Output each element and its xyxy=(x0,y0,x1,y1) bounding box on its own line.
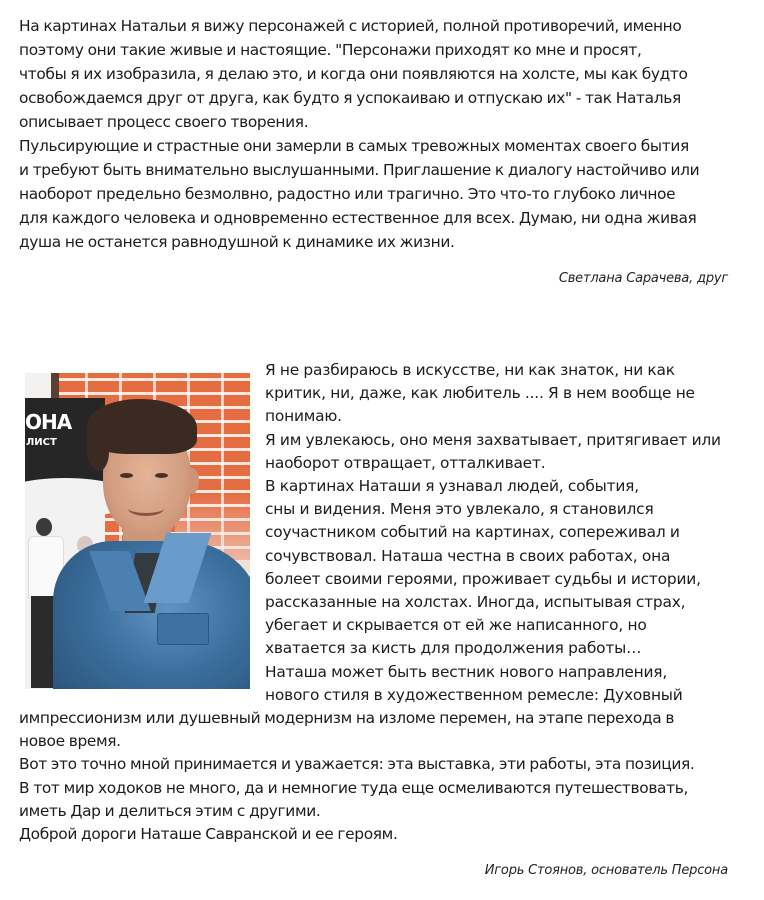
review-1-line: наоборот предельно безмолвно, радостно или трагично. Это что-то глубоко личное xyxy=(19,185,676,203)
poster-title: ОНА xyxy=(25,410,72,434)
review-2-line: импрессионизм или душевный модернизм на изломе перемен, на этапе перехода в xyxy=(19,709,675,727)
review-1-line: На картинах Натальи я вижу персонажей с историей, полной противоречий, именно xyxy=(19,17,682,35)
review-1-text xyxy=(19,14,749,254)
review-2-line: соучастником событий на картинах, сопереживал и xyxy=(265,523,680,542)
review-2-line: Доброй дороги Наташе Савранской и ее героям. xyxy=(19,825,398,844)
smile xyxy=(128,501,164,516)
review-2-line: В картинах Наташи я узнавал людей, события, xyxy=(265,477,639,496)
review-2-text-beside-photo xyxy=(265,359,755,707)
right-eye xyxy=(155,473,168,478)
smiling-man xyxy=(25,373,250,689)
review-2-text-full-width xyxy=(19,707,749,846)
review-2-signature: Игорь Стоянов, основатель Персона xyxy=(484,863,728,878)
poster-subtitle: ЛИСТ xyxy=(26,437,57,448)
review-1-signature: Светлана Сарачева, друг xyxy=(558,271,728,286)
review-2-line: хватается за кисть для продолжения работы… xyxy=(265,639,642,658)
left-eye xyxy=(120,473,133,478)
review-2-line: Наташа может быть вестник нового направления, xyxy=(265,662,668,681)
review-1-line: для каждого человека и одновременно естественное для всех. Думаю, ни одна живая xyxy=(19,209,697,227)
review-1-line: чтобы я их изобразила, я делаю это, и когда они появляются на холсте, мы как будто xyxy=(19,65,688,83)
hair-side xyxy=(87,429,109,471)
review-1-line: поэтому они такие живые и настоящие. "Персонажи приходят ко мне и просят, xyxy=(19,41,642,59)
review-2-line: Вот это точно мной принимается и уважается: эта выставка, эти работы, эта позиция. xyxy=(19,755,695,774)
review-2-line: сочувствовал. Наташа честна в своих работах, она xyxy=(265,546,671,565)
review-2-line: В тот мир ходоков не много, да и немногие туда еще осмеливаются путешествовать, xyxy=(19,778,688,797)
review-1-line: Пульсирующие и страстные они замерли в самых тревожных моментах своего бытия xyxy=(19,137,689,155)
review-2-line: наоборот отвращает, отталкивает. xyxy=(265,453,546,472)
review-2-line: болеет своими героями, проживает судьбы и истории, xyxy=(265,569,701,588)
review-2-line: понимаю. xyxy=(265,407,342,426)
review-2-line: новое время. xyxy=(19,732,121,751)
review-2-line: рассказанные на холстах. Иногда, испытывая страх, xyxy=(265,593,686,612)
review-2-line: убегает и скрывается от ей же написанного, но xyxy=(265,616,647,635)
review-2-line: Я им увлекаюсь, оно меня захватывает, притягивает или xyxy=(265,430,721,449)
review-1-line: освобождаемся друг от друга, как будто я успокаиваю и отпускаю их" - так Наталья xyxy=(19,89,681,107)
review-1-line: описывает процесс своего творения. xyxy=(19,113,309,131)
review-2-line: Я не разбираюсь в искусстве, ни как знаток, ни как xyxy=(265,361,675,379)
review-1-line: душа не останется равнодушной к динамике их жизни. xyxy=(19,233,455,251)
review-1-line: и требуют быть внимательно выслушанными. Приглашение к диалогу настойчиво или xyxy=(19,161,700,179)
author-photo xyxy=(25,373,250,689)
review-2-line: нового стиля в художественном ремесле: Духовный xyxy=(265,685,683,704)
jacket-pocket xyxy=(157,613,209,645)
review-2-line: критик, ни, даже, как любитель .... Я в нем вообще не xyxy=(265,384,695,403)
review-2-line: иметь Дар и делиться этим с другими. xyxy=(19,801,321,820)
review-2-line: сны и видения. Меня это увлекало, я становился xyxy=(265,500,654,519)
